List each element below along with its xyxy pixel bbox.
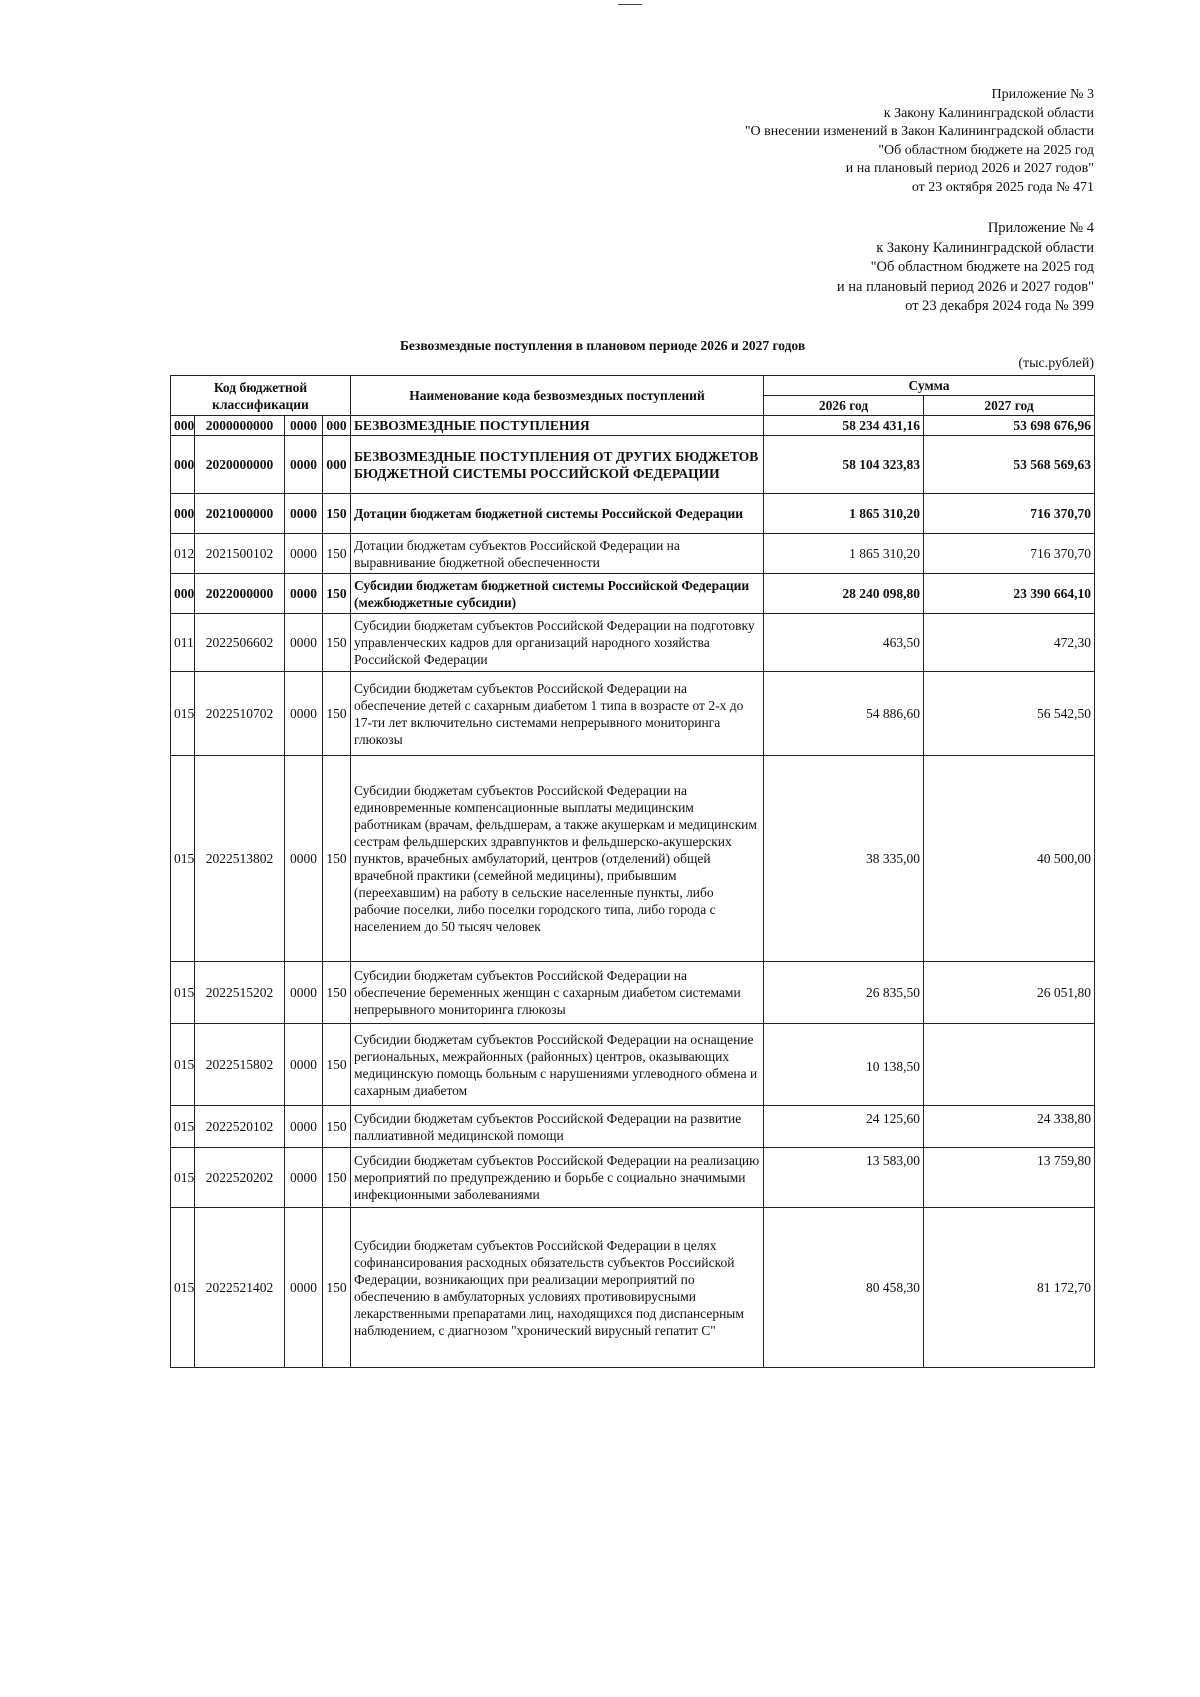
amount-2026: 1 865 310,20 — [764, 534, 924, 574]
code-part-2: 2021000000 — [195, 494, 285, 534]
code-part-3: 0000 — [285, 1106, 323, 1148]
code-part-4: 150 — [323, 534, 351, 574]
table-row — [171, 1148, 1095, 1208]
row-name: Субсидии бюджетам субъектов Российской Федерации в целях софинансирования расходных обязательств субъектов Российской Федерации, возникающих при реализации мероприятий по обеспечению в амбулаторных условиях противовирусными лекарственными препаратами лиц, находящихся под диспансерным наблюдением, с диагнозом "хронический вирусный гепатит С" — [351, 1208, 764, 1368]
amount-2026: 54 886,60 — [764, 672, 924, 756]
code-part-3: 0000 — [285, 1208, 323, 1368]
document-title: Безвозмездные поступления в плановом периоде 2026 и 2027 годов — [400, 338, 806, 353]
header-year-2027: 2027 год — [924, 396, 1095, 416]
table-row — [171, 416, 1095, 436]
amount-2027: 23 390 664,10 — [924, 574, 1095, 614]
code-part-4: 150 — [323, 1208, 351, 1368]
amount-2026: 80 458,30 — [764, 1208, 924, 1368]
code-part-4: 150 — [323, 1024, 351, 1106]
top-rule — [618, 4, 642, 5]
code-part-3: 0000 — [285, 962, 323, 1024]
appendix-4-line: от 23 декабря 2024 года № 399 — [905, 298, 1094, 314]
code-part-3: 0000 — [285, 1024, 323, 1106]
table-row — [171, 534, 1095, 574]
row-name: Субсидии бюджетам субъектов Российской Федерации на оснащение региональных, межрайонных (районных) центров, оказывающих медицинскую помощь больным с нарушениями углеводного обмена и сахарным диабетом — [351, 1024, 764, 1106]
row-name: Субсидии бюджетам бюджетной системы Российской Федерации (межбюджетные субсидии) — [351, 574, 764, 614]
amount-2027: 53 698 676,96 — [924, 416, 1095, 436]
code-part-4: 150 — [323, 672, 351, 756]
amount-2026: 26 835,50 — [764, 962, 924, 1024]
amount-2026: 28 240 098,80 — [764, 574, 924, 614]
header-name: Наименование кода безвозмездных поступлений — [351, 376, 764, 416]
row-name: Дотации бюджетам субъектов Российской Федерации на выравнивание бюджетной обеспеченности — [351, 534, 764, 574]
table-row — [171, 756, 1095, 962]
row-name: Дотации бюджетам бюджетной системы Российской Федерации — [351, 494, 764, 534]
amount-2027: 24 338,80 — [924, 1106, 1095, 1148]
units-label: (тыс.рублей) — [1018, 356, 1094, 371]
code-part-3: 0000 — [285, 614, 323, 672]
appendix-3-line: Приложение № 3 — [991, 87, 1094, 102]
code-part-1: 011 — [171, 614, 195, 672]
code-part-2: 2021500102 — [195, 534, 285, 574]
code-part-2: 2000000000 — [195, 416, 285, 436]
header-code: Код бюджетной классификации — [171, 376, 351, 416]
code-part-2: 2022000000 — [195, 574, 285, 614]
table-row — [171, 1106, 1095, 1148]
row-name: Субсидии бюджетам субъектов Российской Федерации на реализацию мероприятий по предупреждению и борьбе с социально значимыми инфекционными заболеваниями — [351, 1148, 764, 1208]
code-part-3: 0000 — [285, 672, 323, 756]
code-part-1: 000 — [171, 494, 195, 534]
code-part-1: 012 — [171, 534, 195, 574]
table-row — [171, 1208, 1095, 1368]
code-part-4: 150 — [323, 574, 351, 614]
amount-2026: 58 234 431,16 — [764, 416, 924, 436]
code-part-3: 0000 — [285, 436, 323, 494]
amount-2027: 26 051,80 — [924, 962, 1095, 1024]
amount-2026: 38 335,00 — [764, 756, 924, 962]
code-part-1: 000 — [171, 574, 195, 614]
table-row — [171, 962, 1095, 1024]
code-part-4: 150 — [323, 494, 351, 534]
code-part-1: 015 — [171, 1024, 195, 1106]
code-part-2: 2022515802 — [195, 1024, 285, 1106]
code-part-2: 2022506602 — [195, 614, 285, 672]
table-row — [171, 494, 1095, 534]
appendix-3-line: к Закону Калининградской области — [883, 105, 1094, 121]
code-part-2: 2022520202 — [195, 1148, 285, 1208]
appendix-3-line: "О внесении изменений в Закон Калининградской области — [744, 124, 1094, 139]
code-part-3: 0000 — [285, 534, 323, 574]
code-part-1: 015 — [171, 756, 195, 962]
appendix-3-line: и на плановый период 2026 и 2027 годов" — [845, 161, 1094, 176]
code-part-2: 2022520102 — [195, 1106, 285, 1148]
amount-2027: 53 568 569,63 — [924, 436, 1095, 494]
header-year-2026: 2026 год — [764, 396, 924, 416]
code-part-4: 150 — [323, 614, 351, 672]
code-part-4: 000 — [323, 416, 351, 436]
appendix-4-line: "Об областном бюджете на 2025 год — [870, 259, 1094, 275]
table-row — [171, 436, 1095, 494]
code-part-2: 2022513802 — [195, 756, 285, 962]
code-part-2: 2022521402 — [195, 1208, 285, 1368]
code-part-1: 000 — [171, 436, 195, 494]
table-header-row — [171, 376, 1095, 396]
table-row — [171, 672, 1095, 756]
code-part-1: 015 — [171, 1148, 195, 1208]
table-row — [171, 1024, 1095, 1106]
amount-2026: 463,50 — [764, 614, 924, 672]
code-part-4: 000 — [323, 436, 351, 494]
amount-2026: 58 104 323,83 — [764, 436, 924, 494]
code-part-2: 2022515202 — [195, 962, 285, 1024]
appendix-3-line: "Об областном бюджете на 2025 год — [878, 142, 1094, 158]
row-name: БЕЗВОЗМЕЗДНЫЕ ПОСТУПЛЕНИЯ ОТ ДРУГИХ БЮДЖЕТОВ БЮДЖЕТНОЙ СИСТЕМЫ РОССИЙСКОЙ ФЕДЕРАЦИИ — [351, 436, 764, 494]
row-name: Субсидии бюджетам субъектов Российской Федерации на подготовку управленческих кадров для организаций народного хозяйства Российской Федерации — [351, 614, 764, 672]
code-part-1: 015 — [171, 1208, 195, 1368]
code-part-3: 0000 — [285, 494, 323, 534]
amount-2027: 81 172,70 — [924, 1208, 1095, 1368]
appendix-4-line: и на плановый период 2026 и 2027 годов" — [836, 278, 1094, 295]
code-part-4: 150 — [323, 962, 351, 1024]
row-name: Субсидии бюджетам субъектов Российской Федерации на обеспечение беременных женщин с сахарным диабетом системами непрерывного мониторинга глюкозы — [351, 962, 764, 1024]
amount-2027: 716 370,70 — [924, 494, 1095, 534]
budget-table — [170, 375, 1095, 1368]
code-part-4: 150 — [323, 756, 351, 962]
table-row — [171, 574, 1095, 614]
amount-2027: 472,30 — [924, 614, 1095, 672]
row-name: Субсидии бюджетам субъектов Российской Федерации на обеспечение детей с сахарным диабетом 1 типа в возрасте от 2-х до 17-ти лет включительно системами непрерывного мониторинга глюкозы — [351, 672, 764, 756]
amount-2027: 56 542,50 — [924, 672, 1095, 756]
amount-2026: 1 865 310,20 — [764, 494, 924, 534]
code-part-4: 150 — [323, 1106, 351, 1148]
code-part-3: 0000 — [285, 1148, 323, 1208]
code-part-1: 015 — [171, 962, 195, 1024]
amount-2026: 13 583,00 — [764, 1148, 924, 1208]
amount-2027: 40 500,00 — [924, 756, 1095, 962]
code-part-3: 0000 — [285, 574, 323, 614]
amount-2027 — [924, 1024, 1095, 1106]
row-name: Субсидии бюджетам субъектов Российской Федерации на единовременные компенсационные выплаты медицинским работникам (врачам, фельдшерам, а также акушеркам и медицинским сестрам фельдшерских здравпунктов и фельдшерско-акушерских пунктов, врачебных амбулаторий, центров (отделений) общей врачебной практики (семейной медицины), прибывшим (переехавшим) на работу в сельские населенные пункты, либо рабочие поселки, либо поселки городского типа, либо города с населением до 50 тысяч человек — [351, 756, 764, 962]
row-name: БЕЗВОЗМЕЗДНЫЕ ПОСТУПЛЕНИЯ — [351, 416, 764, 436]
appendix-3-line: от 23 октября 2025 года № 471 — [911, 179, 1094, 195]
code-part-3: 0000 — [285, 416, 323, 436]
amount-2026: 24 125,60 — [764, 1106, 924, 1148]
code-part-1: 015 — [171, 672, 195, 756]
row-name: Субсидии бюджетам субъектов Российской Федерации на развитие паллиативной медицинской помощи — [351, 1106, 764, 1148]
appendix-4-line: к Закону Калининградской области — [876, 239, 1094, 256]
code-part-1: 015 — [171, 1106, 195, 1148]
code-part-1: 000 — [171, 416, 195, 436]
appendix-4-line: Приложение № 4 — [987, 220, 1094, 236]
amount-2027: 13 759,80 — [924, 1148, 1095, 1208]
code-part-4: 150 — [323, 1148, 351, 1208]
table-row — [171, 614, 1095, 672]
header-sum: Сумма — [764, 376, 1095, 396]
code-part-2: 2022510702 — [195, 672, 285, 756]
amount-2026: 10 138,50 — [764, 1024, 924, 1106]
code-part-3: 0000 — [285, 756, 323, 962]
amount-2027: 716 370,70 — [924, 534, 1095, 574]
appendix-3-block — [745, 86, 1094, 197]
appendix-4-block — [837, 219, 1094, 317]
code-part-2: 2020000000 — [195, 436, 285, 494]
